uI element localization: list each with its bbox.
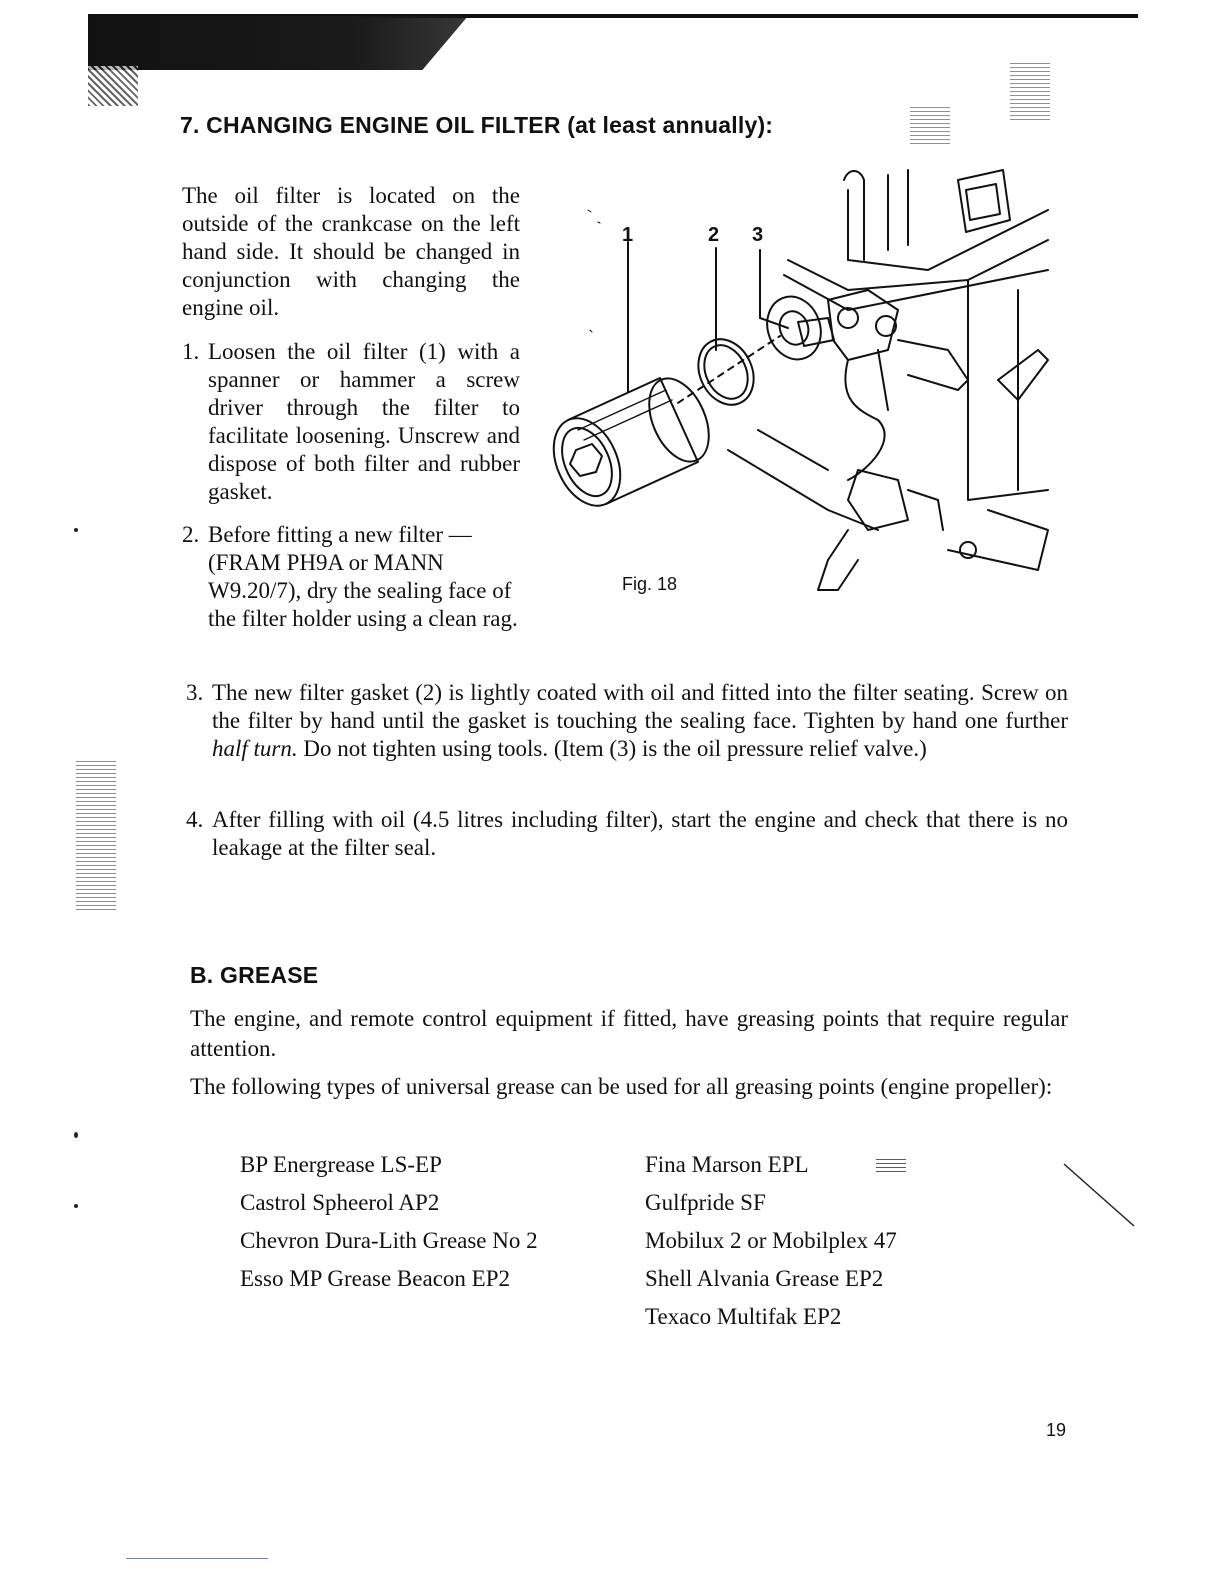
figure-caption: Fig. 18 <box>622 574 678 594</box>
scan-speckle <box>910 104 950 144</box>
step-text: Loosen the oil filter (1) with a spanner or hammer a screw driver through the filter to facilitate loosening. Unscrew and dispose of both filter and rubber gasket. <box>208 339 520 504</box>
figure-callout-2: 2 <box>708 224 720 246</box>
oil-line <box>845 360 884 480</box>
oil-filter-intro: The oil filter is located on the outside of the crankcase on the left hand side. It should be changed in conjunction with changing the engine oil. <box>182 183 520 320</box>
engine-port-inner <box>966 184 1000 220</box>
grease-item: Fina Marson EPL <box>645 1152 809 1177</box>
scan-speckle <box>876 1158 906 1172</box>
oil-line <box>878 350 888 410</box>
engine-oil-filter-diagram <box>548 150 1058 620</box>
step-text-emphasis: half turn. <box>212 736 298 761</box>
engine-lower-edge <box>728 450 878 530</box>
filter-holder-inner <box>775 307 813 349</box>
wire <box>908 490 943 530</box>
scan-dot <box>74 1204 78 1208</box>
scan-dot <box>74 1132 78 1138</box>
step-number: 3. <box>186 680 204 705</box>
drain-pipe <box>818 530 858 590</box>
scan-stroke <box>1060 1150 1140 1230</box>
engine-foot <box>948 510 1048 570</box>
step-text: Before fitting a new filter — (FRAM PH9A or MANN W9.20/7), dry the sealing face of the filter holder using a clean rag. <box>208 522 518 631</box>
grease-list-right <box>645 1146 897 1336</box>
engine-casting <box>788 240 1048 290</box>
engine-lower-edge <box>758 430 828 470</box>
step-number: 2. <box>182 522 200 547</box>
step-text-after: Do not tighten using tools. (Item (3) is the oil pressure relief valve.) <box>297 736 927 761</box>
step-text-before: The new filter gasket (2) is lightly coated with oil and fitted into the filter seating. Screw on the filter by hand until the gasket is touching the sealing face. Tighten by hand one further <box>212 680 1068 733</box>
grease-item: Mobilux 2 or Mobilplex 47 <box>645 1228 897 1253</box>
oil-pump-body <box>828 290 898 360</box>
callout-leader-3b <box>760 318 788 328</box>
engine-casting <box>784 270 1048 310</box>
page-number: 19 <box>1046 1420 1067 1440</box>
grease-paragraph-2: The following types of universal grease can be used for all greasing points (engine propeller): <box>190 1074 1053 1099</box>
step-4 <box>186 806 1068 862</box>
grease-item: Chevron Dura-Lith Grease No 2 <box>240 1228 538 1253</box>
engine-pipe <box>888 170 908 250</box>
grease-list-left <box>240 1146 538 1298</box>
scan-noise <box>588 210 600 332</box>
engine-bolt <box>960 542 976 558</box>
step-number: 1. <box>182 339 200 364</box>
engine-bracket <box>998 350 1048 400</box>
figure-callout-1: 1 <box>622 224 634 246</box>
scan-dot <box>74 528 78 532</box>
step-3 <box>186 679 1068 763</box>
grease-item: Gulfpride SF <box>645 1190 766 1215</box>
grease-paragraph-1: The engine, and remote control equipment if fitted, have greasing points that require regular attention. <box>190 1006 1068 1061</box>
grease-item: Shell Alvania Grease EP2 <box>645 1266 884 1291</box>
grease-item: BP Energrease LS-EP <box>240 1152 442 1177</box>
footer-rule <box>126 1558 268 1559</box>
section-heading-oil-filter: 7. CHANGING ENGINE OIL FILTER (at least annually): <box>180 112 774 138</box>
oil-pipe <box>898 340 968 390</box>
figure-callout-3: 3 <box>752 224 764 246</box>
scan-shadow-corner <box>88 66 138 106</box>
filter-holder-boss <box>759 289 830 367</box>
engine-port <box>958 170 1010 232</box>
step-2 <box>182 521 520 633</box>
alignment-dashes <box>658 336 780 416</box>
step-1 <box>182 338 520 506</box>
filter-nipple <box>798 318 834 346</box>
step-number: 4. <box>186 807 204 832</box>
grease-item: Texaco Multifak EP2 <box>645 1304 842 1329</box>
engine-block-edge <box>848 190 1048 270</box>
scan-speckle <box>1010 60 1050 120</box>
step-text: After filling with oil (4.5 litres including filter), start the engine and check that there is no leakage at the filter seal. <box>212 807 1068 860</box>
section-heading-grease: B. GREASE <box>190 962 319 988</box>
grease-item: Esso MP Grease Beacon EP2 <box>240 1266 510 1291</box>
scan-speckle <box>76 760 116 910</box>
scan-shadow <box>88 16 468 70</box>
step-text <box>186 679 1068 763</box>
filter-gasket-inner <box>696 338 756 406</box>
grease-item: Castrol Spheerol AP2 <box>240 1190 440 1215</box>
